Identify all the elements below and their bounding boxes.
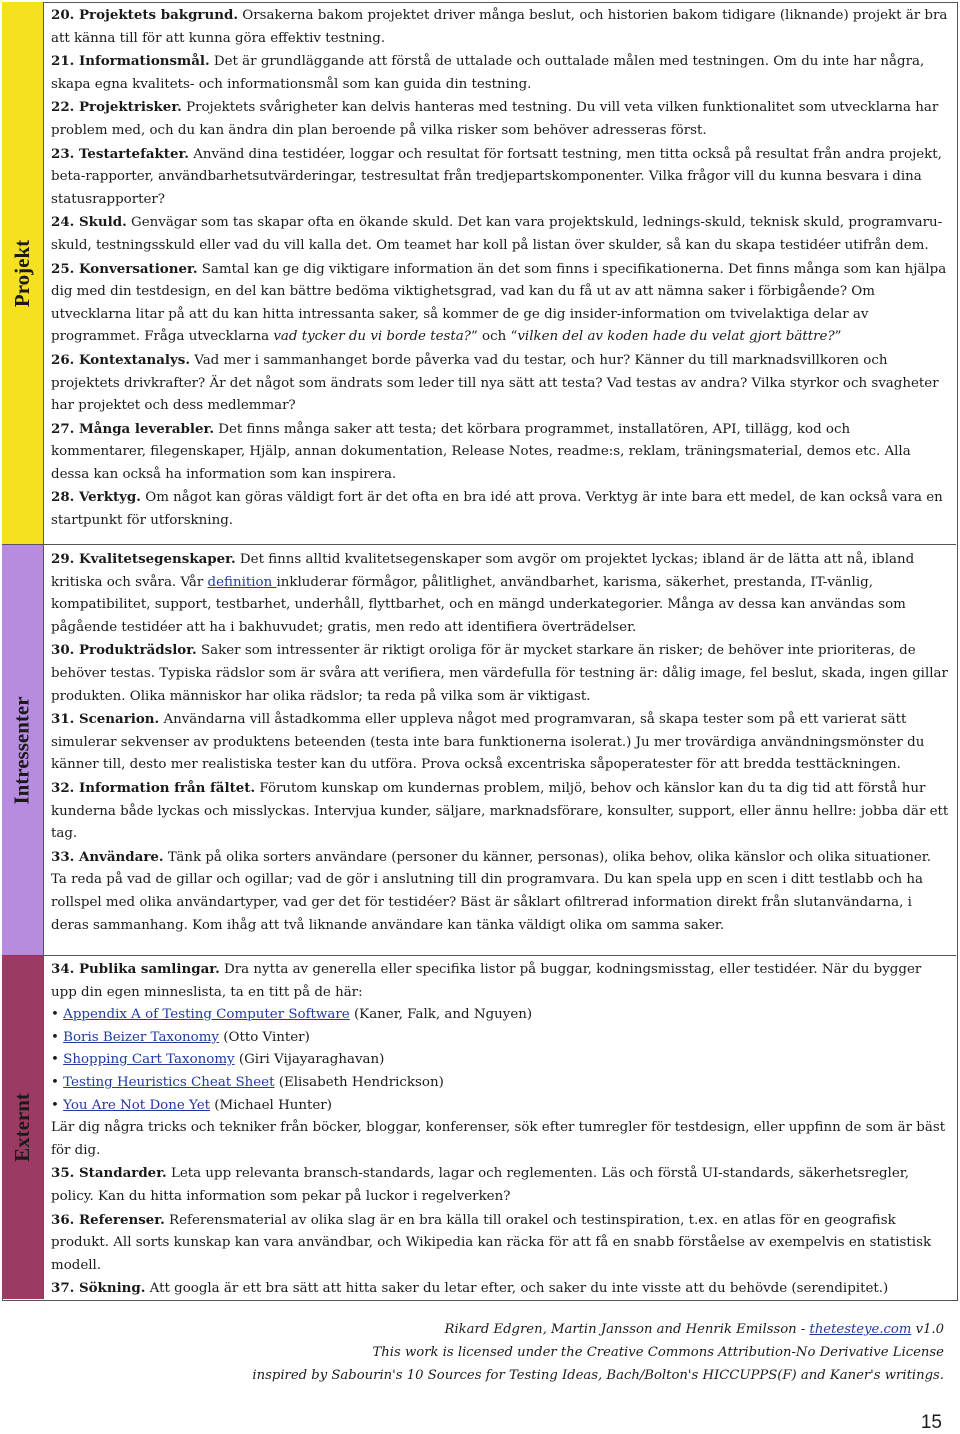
item-34-tail: Lär dig några tricks och tekniker från böcker, bloggar, konferenser, sök efter tumregler för testdesign, eller uppfinn de som är bäst för dig. [51, 1120, 946, 1158]
item-body-mid: och [477, 329, 511, 345]
item-body: Samtal kan ge dig viktigare information än det som finns i specifikationerna. Det finns många som kan hjälpa dig med din testdesign, en del kan bättre bedöma viktighetsgrad, vad kan du få ut av att nämna saker i förbigående? Om utvecklarna litar på att du kan hitta intressanta saker, så kommer de ge dig insider-information om tvivelaktiga delar av programmet. Fråga utvecklarna [51, 261, 947, 345]
list-item [51, 1049, 949, 1072]
item-body: Leta upp relevanta bransch-standards, lagar och reglementen. Läs och förstå UI-standards, säkerhetsregler, policy. Kan du hitta information som pekar på luckor i regelverken? [51, 1166, 909, 1204]
footer-license: This work is licensed under the Creative Commons Attribution-No Derivative License [372, 1345, 944, 1360]
item-35 [51, 1162, 949, 1208]
item-heading: 26. Kontextanalys. [51, 351, 190, 368]
item-36 [51, 1209, 949, 1278]
quote-1: vad tycker du vi borde testa? [273, 329, 471, 345]
resource-author: (Otto Vinter) [219, 1029, 310, 1045]
section-externt [51, 958, 949, 1301]
item-heading: 31. Scenarion. [51, 711, 160, 728]
resource-author: (Kaner, Falk, and Nguyen) [349, 1007, 533, 1023]
band-label-projekt: Projekt [10, 239, 35, 307]
item-heading: 37. Sökning. [51, 1280, 146, 1297]
page-number: 15 [920, 1412, 942, 1433]
item-32 [51, 777, 949, 846]
item-heading: 22. Projektrisker. [51, 99, 182, 116]
website-link[interactable]: thetesteye.com [809, 1322, 912, 1337]
item-heading: 24. Skuld. [51, 214, 127, 231]
item-27 [51, 418, 949, 487]
item-25: 25. Konversationer. Samtal kan ge dig viktigare information än det som finns i specifikationerna. Det finns många som kan hjälpa dig med din testdesign, en del kan bättre bedöma viktighetsgrad, vad kan du få ut av att nämna saker i förbigående? Om utvecklarna litar på att du kan hitta intressanta saker, så kommer de ge dig insider-information om tvivelaktiga delar av programmet. Fråga utvecklarna vad tycker du vi borde testa?” och “vilken del av koden hade du velat gjort bättre?” [51, 260, 947, 345]
item-body: Det finns alltid kvalitetsegenskaper som avgör om projektet lyckas; ibland är de lätta att nå, ibland kritiska och svåra. Vår [51, 552, 915, 590]
item-body-2: inkluderar förmågor, pålitlighet, användbarhet, karisma, säkerhet, prestanda, IT-vänlig, kompatibilitet, support, testbarhet, underhåll, flyttbarhet, och en mängd underkategorier. Många av dessa kan användas som pågående testidéer att ha i bakhuvudet; gratis, men redo att identifiera överträdelser. [51, 574, 906, 635]
footer-authors: Rikard Edgren, Martin Jansson and Henrik Emilsson - [444, 1322, 810, 1337]
item-body: Dra nytta av generella eller specifika listor på buggar, kodningsmisstag, eller testidéer. När du bygger upp din egen minneslista, ta en titt på de här: [51, 962, 922, 1000]
resource-link[interactable]: Appendix A of Testing Computer Software [63, 1007, 350, 1023]
item-24 [51, 211, 949, 257]
item-33 [51, 846, 949, 937]
resource-author: (Elisabeth Hendrickson) [274, 1074, 444, 1090]
item-31 [51, 708, 949, 777]
item-body: Förutom kunskap om kundernas problem, miljö, behov och känslor kan du ta dig tid att förstå hur kunderna både lyckas och misslyckas. Intervjua kunder, säljare, marknadsförare, konsulter, support, eller ännu hellre: jobba där ett tag. [51, 780, 949, 842]
footer-line-1 [252, 1318, 944, 1341]
item-37 [51, 1277, 949, 1301]
item-body: Användarna vill åstadkomma eller uppleva något med programvaran, så skapa tester som på ett varierat sätt simulerar sekvenser av produktens beteenden (testa inte bara funktionerna isolerat.) Ju mer trovärdiga användningsmönster du känner till, desto mer realistiska tester kan du utföra. Prova också excentriska såpoperatester för att bredda testtäckningen. [51, 712, 925, 773]
item-22 [51, 96, 949, 142]
resource-link[interactable]: Shopping Cart Taxonomy [63, 1052, 235, 1068]
item-heading: 34. Publika samlingar. [51, 961, 220, 977]
section-intressenter [51, 548, 949, 937]
item-21 [51, 50, 949, 96]
item-28 [51, 486, 949, 532]
item-body: Att googla är ett bra sätt att hitta saker du letar efter, och saker du inte visste att du behövde (serendipitet.) [145, 1281, 889, 1297]
item-body: Genvägar som tas skapar ofta en ökande skuld. Det kan vara projektskuld, lednings-skuld, teknisk skuld, programvaru-skuld, testningsskuld eller vad du vill kalla det. Om teamet har koll på listan över skulder, så kan du skapa testidéer utifrån dem. [51, 215, 943, 253]
band-externt [2, 956, 44, 1299]
definition-link[interactable]: definition [207, 574, 277, 590]
item-heading: 30. Produkträdslor. [51, 642, 197, 659]
item-body: Det finns många saker att testa; det körbara programmet, installatören, API, tillägg, kod och kommentarer, filegenskaper, Hjälp, annan dokumentation, Release Notes, readme:s, reklam, träningsmaterial, demos etc. Alla dessa kan också ha information som kan inspirera. [51, 421, 911, 482]
list-item [51, 1072, 949, 1095]
item-body: Orsakerna bakom projektet driver många beslut, och historien bakom tidigare (liknande) projekt är bra att känna till för att kunna göra effektiv testning. [51, 8, 948, 46]
item-body: Tänk på olika sorters användare (personer du känner, personas), olika behov, olika känslor och olika situationer. Ta reda på vad de gillar och ogillar; vad de gör i anslutning till din programvara. Du kan spela upp en scen i ditt testlabb och ha rollspel med olika användartyper, vad ger det för testidéer? Bäst är såklart ofiltrerad information direkt från slutanvändarna, i deras sammanhang. Kom ihåg att två liknande användare kan tänka väldigt olika om samma saker. [51, 849, 931, 933]
footer-version: v1.0 [911, 1322, 944, 1337]
band-label-externt: Externt [10, 1093, 35, 1162]
item-body: Projektets svårigheter kan delvis hanteras med testning. Du vill veta vilken funktionalitet som utvecklarna har problem med, och du kan ändra din plan beroende på vilka risker som behöver adresseras först. [51, 100, 939, 138]
resource-link[interactable]: You Are Not Done Yet [63, 1097, 211, 1113]
section-divider [43, 544, 956, 545]
footer [252, 1318, 944, 1387]
item-heading: 36. Referenser. [51, 1211, 165, 1228]
item-heading: 25. Konversationer. [51, 260, 198, 277]
item-26 [51, 349, 949, 418]
list-item [51, 1027, 949, 1050]
item-heading: 21. Informationsmål. [51, 53, 210, 70]
item-body: Använd dina testidéer, loggar och resultat för fortsatt testning, men titta också på resultat från andra projekt, beta-rapporter, användbarhetsutvärderingar, testresultat från tredjepartskomponenter. Vilka frågor vill du kunna besvara i dina statusrapporter? [51, 146, 942, 207]
band-label-intressenter: Intressenter [10, 695, 34, 805]
item-heading: 32. Information från fältet. [51, 779, 256, 796]
item-heading: 27. Många leverabler. [51, 420, 214, 437]
resource-author: (Michael Hunter) [210, 1097, 332, 1113]
list-item [51, 1095, 949, 1118]
item-34 [51, 958, 949, 1004]
item-body: Om något kan göras väldigt fort är det ofta en bra idé att prova. Verktyg är inte bara ett medel, de kan också vara en startpunkt för utforskning. [51, 490, 943, 529]
item-29 [51, 548, 949, 639]
section-projekt [51, 4, 949, 533]
item-20 [51, 4, 949, 50]
item-23 [51, 143, 949, 212]
resource-author: (Giri Vijayaraghavan) [234, 1052, 385, 1068]
band-intressenter [2, 545, 44, 956]
item-heading: 28. Verktyg. [51, 489, 141, 506]
item-body: Det är grundläggande att förstå de uttalade och outtalade målen med testningen. Om du inte har några, skapa egna kvalitets- och informationsmål som kan guida din testning. [51, 54, 925, 92]
item-body: Referensmaterial av olika slag är en bra källa till orakel och testinspiration, t.ex. en atlas för en geografisk produkt. All sorts kunskap kan vara användbar, och Wikipedia kan räcka för att få en snabb förståelse av exempelvis en statistisk modell. [51, 1212, 932, 1273]
item-heading: 33. Användare. [51, 848, 164, 865]
item-heading: 29. Kvalitetsegenskaper. [51, 551, 236, 567]
list-item [51, 1004, 949, 1027]
item-heading: 35. Standarder. [51, 1165, 167, 1182]
quote-2: vilken del av koden hade du velat gjort bättre? [517, 329, 835, 345]
item-body: Saker som intressenter är riktigt oroliga för är mycket starkare än risker; de behöver inte prioriteras, de behöver testas. Typiska rädslor som är svåra att verifiera, men värdefulla för testning är: dålig image, fel beslut, skada, ingen gillar produkten. Olika människor har olika rädslor; ta reda på vilka som är viktigast. [51, 643, 948, 704]
item-heading: 23. Testartefakter. [51, 145, 189, 162]
footer-inspiration: inspired by Sabourin's 10 Sources for Testing Ideas, Bach/Bolton's HICCUPPS(F) and Kaner's writings. [252, 1368, 944, 1383]
item-30 [51, 639, 949, 708]
item-heading: 20. Projektets bakgrund. [51, 7, 238, 23]
section-divider [43, 955, 956, 956]
resource-link[interactable]: Boris Beizer Taxonomy [63, 1029, 219, 1045]
band-projekt [2, 2, 44, 545]
item-body: Vad mer i sammanhanget borde påverka vad du testar, och hur? Känner du till marknadsvillkoren och projektets drivkrafter? Är det något som ändrats som leder till nya sätt att testa? Vad testas av andra? Vilka styrkor och svagheter har projektet och dess medlemmar? [51, 352, 939, 414]
resource-link[interactable]: Testing Heuristics Cheat Sheet [63, 1074, 275, 1090]
